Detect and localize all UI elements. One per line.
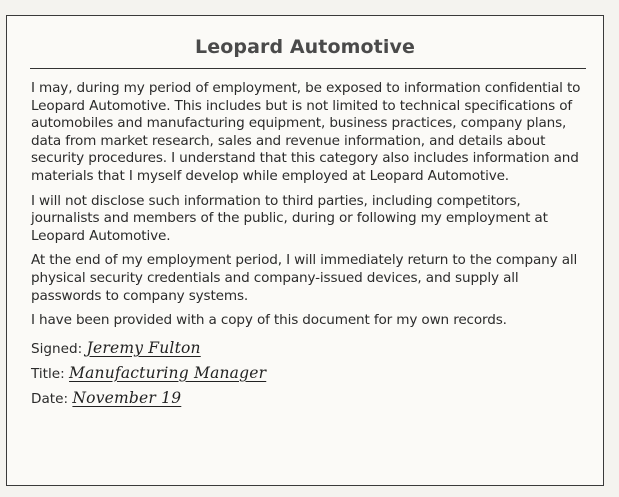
signed-line <box>31 340 591 359</box>
signed-value: Jeremy Fulton <box>86 338 201 357</box>
paragraph-return-property: At the end of my employment period, I will immediately return to the company all physical security credentials and company-issued devices, and supply all passwords to company systems. <box>31 252 578 304</box>
document-frame <box>6 15 604 486</box>
document-title: Leopard Automotive <box>195 36 415 58</box>
title-value: Manufacturing Manager <box>69 363 267 382</box>
paragraph-confidentiality: I may, during my period of employment, be exposed to information confidential to Leopard Automotive. This includes but is not limited to technical specifications of automobiles and manufacturing equipment, business practices, company plans, data from market research, sales and revenue information, and details about security procedures. I understand that this category also includes information and materials that I myself develop while employed at Leopard Automotive. <box>31 80 581 184</box>
signed-label: Signed: <box>31 340 87 357</box>
date-label: Date: <box>31 390 73 407</box>
document-body <box>31 80 591 415</box>
title-divider <box>30 68 586 69</box>
paragraph-non-disclosure: I will not disclose such information to third parties, including competitors, journalists and members of the public, during or following my employment at Leopard Automotive. <box>31 192 548 244</box>
paragraph-copy-provided: I have been provided with a copy of this document for my own records. <box>31 312 507 329</box>
date-value: November 19 <box>72 388 182 407</box>
title-line <box>31 365 591 384</box>
title-label: Title: <box>31 365 70 382</box>
date-line <box>31 390 591 409</box>
